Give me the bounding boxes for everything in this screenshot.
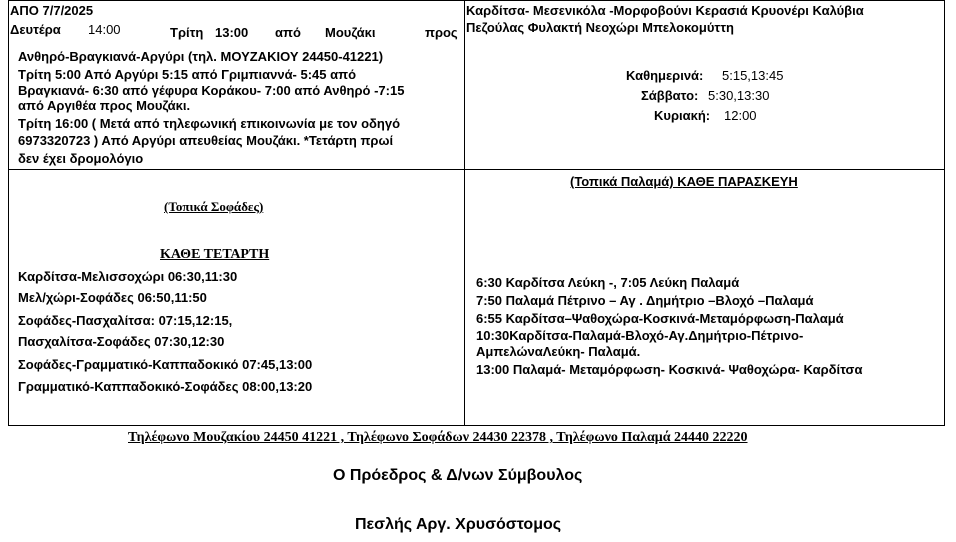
sunday-label: Κυριακή: (654, 108, 711, 123)
sofades-row-5: Σοφάδες-Γραμματικό-Καππαδοκικό 07:45,13:00 (18, 357, 313, 372)
table-divider-horizontal (8, 169, 945, 170)
sofades-row-4: Πασχαλίτσα-Σοφάδες 07:30,12:30 (18, 334, 225, 349)
schedule-line-2: Ανθηρό-Βραγκιανά-Αργύρι (τηλ. ΜΟΥΖΑΚΙΟΥ 24450-41221) (18, 49, 384, 64)
palamas-row-3: 6:55 Καρδίτσα–Ψαθοχώρα-Κοσκινά-Μεταμόρφωση-Παλαμά (476, 311, 844, 326)
saturday-label: Σάββατο: (641, 88, 699, 103)
table-border-bottom (8, 425, 945, 426)
sunday-times: 12:00 (724, 108, 757, 123)
sofades-row-3: Σοφάδες-Πασχαλίτσα: 07:15,12:15, (18, 313, 233, 328)
tuesday-origin: Μουζάκι (325, 25, 376, 40)
palamas-row-1: 6:30 Καρδίτσα Λεύκη -, 7:05 Λεύκη Παλαμά (476, 275, 740, 290)
monday-time: 14:00 (88, 22, 121, 37)
sofades-row-6: Γραμματικό-Καππαδοκικό-Σοφάδες 08:00,13:20 (18, 379, 313, 394)
sofades-row-2: Μελ/χώρι-Σοφάδες 06:50,11:50 (18, 290, 207, 305)
cell-mesenikola-schedule (466, 2, 942, 168)
tuesday-from: από (275, 25, 301, 40)
sofades-row-1: Καρδίτσα-Μελισσοχώρι 06:30,11:30 (18, 269, 238, 284)
palamas-row-5: ΑμπελώναΛεύκη- Παλαμά. (476, 344, 641, 359)
tuesday-time: 13:00 (215, 25, 249, 40)
table-border-top (8, 0, 945, 1)
schedule-line-7: 6973320723 ) Από Αργύρι απευθείας Μουζάκι. *Τετάρτη πρωί (18, 133, 394, 148)
schedule-line-6: Τρίτη 16:00 ( Μετά από τηλεφωνική επικοινωνία με τον οδηγό (18, 116, 401, 131)
palamas-row-4: 10:30Καρδίτσα-Παλαμά-Βλοχό-Αγ.Δημήτριο-Πέτρινο- (476, 328, 804, 343)
schedule-line-8: δεν έχει δρομολόγιο (18, 151, 144, 166)
palamas-row-6: 13:00 Παλαμά- Μεταμόρφωση- Κοσκινά- Ψαθοχώρα- Καρδίτσα (476, 362, 863, 377)
table-divider-vertical (464, 0, 465, 426)
cell-sofades-schedule (10, 172, 462, 424)
palamas-title: (Τοπικά Παλαμά) ΚΑΘΕ ΠΑΡΑΣΚΕΥΗ (570, 174, 798, 189)
footer-phone-numbers: Τηλέφωνο Μουζακίου 24450 41221 , Τηλέφωνο Σοφάδων 24430 22378 , Τηλέφωνο Παλαμά 24440 22220 (128, 430, 748, 445)
signatory-role: Ο Πρόεδρος & Δ/νων Σύμβουλος (333, 467, 583, 484)
cell-mouzaki-schedule (10, 2, 462, 168)
sofades-day: ΚΑΘΕ ΤΕΤΑΡΤΗ (160, 247, 270, 262)
schedule-line-3: Τρίτη 5:00 Από Αργύρι 5:15 από Γριμπιαννά- 5:45 από (18, 67, 357, 82)
monday-label: Δευτέρα (10, 22, 61, 37)
schedule-line-5: από Αργιθέα προς Μουζάκι. (18, 98, 191, 113)
tuesday-to: προς (425, 25, 458, 40)
table-border-right (944, 0, 945, 426)
signatory-name: Πεσλής Αργ. Χρυσόστομος (355, 516, 562, 533)
route-line-2: Πεζούλας Φυλακτή Νεοχώρι Μπελοκομύττη (466, 20, 734, 35)
weekday-label: Καθημερινά: (626, 68, 704, 83)
schedule-line-4: Βραγκιανά- 6:30 από γέφυρα Κοράκου- 7:00 από Ανθηρό -7:15 (18, 83, 405, 98)
sofades-title: (Τοπικά Σοφάδες) (164, 199, 264, 214)
palamas-row-2: 7:50 Παλαμά Πέτρινο – Αγ . Δημήτριο –Βλοχό –Παλαμά (476, 293, 814, 308)
table-border-left (8, 0, 9, 426)
route-line-1: Καρδίτσα- Μεσενικόλα -Μορφοβούνι Κερασιά Κρυονέρι Καλύβια (466, 3, 864, 18)
cell-palamas-schedule (466, 172, 942, 424)
saturday-times: 5:30,13:30 (708, 88, 770, 103)
weekday-times: 5:15,13:45 (722, 68, 784, 83)
effective-date-heading: ΑΠΟ 7/7/2025 (10, 3, 94, 18)
tuesday-label: Τρίτη (170, 25, 204, 40)
